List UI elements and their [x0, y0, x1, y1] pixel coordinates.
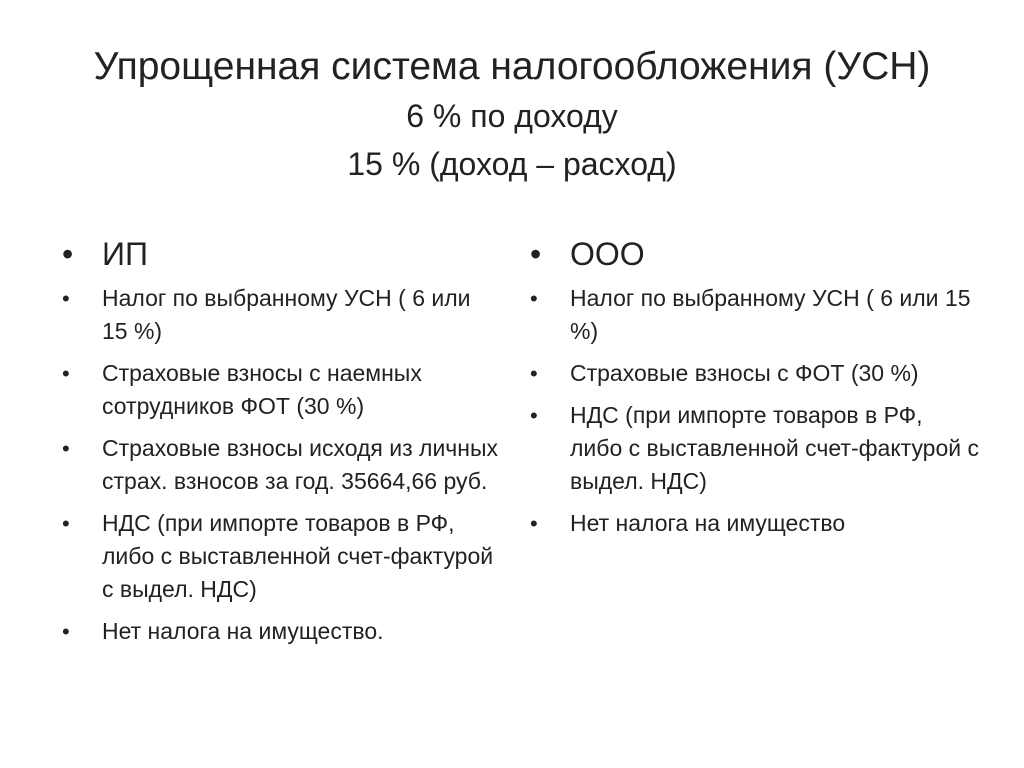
list-item	[530, 282, 980, 348]
list-item-text: Нет налога на имущество	[570, 510, 846, 536]
list-item	[62, 432, 502, 498]
title-main: Упрощенная система налогообложения (УСН)	[93, 45, 931, 88]
list-item	[530, 357, 980, 390]
list-item-text: НДС (при импорте товаров в РФ, либо с выставленной счет-фактурой с выдел. НДС)	[102, 510, 494, 602]
list-item	[62, 615, 502, 648]
bullet-icon: •	[62, 361, 70, 386]
list-item-text: Страховые взносы с наемных сотрудников ФОТ (30 %)	[102, 360, 422, 419]
column-heading-ip	[62, 232, 502, 276]
list-item	[530, 399, 980, 498]
list-item-text: Налог по выбранному УСН ( 6 или 15 %)	[570, 285, 971, 344]
bullet-icon: •	[530, 403, 538, 428]
list-item-text: Нет налога на имущество.	[102, 618, 384, 644]
bullet-icon: •	[62, 436, 70, 461]
heading-text: ООО	[570, 236, 645, 272]
list-item	[62, 357, 502, 423]
heading-text: ИП	[102, 236, 148, 272]
slide-title	[40, 42, 984, 188]
list-item	[62, 282, 502, 348]
list-item-text: Налог по выбранному УСН ( 6 или 15 %)	[102, 285, 471, 344]
column-heading-ooo	[530, 232, 980, 276]
bullet-icon: •	[530, 511, 538, 536]
ooo-list	[530, 282, 980, 540]
bullet-icon: •	[62, 236, 74, 272]
bullet-icon: •	[530, 236, 542, 272]
bullet-icon: •	[62, 619, 70, 644]
column-ip	[62, 232, 502, 657]
list-item	[530, 507, 980, 540]
list-item-text: Страховые взносы исходя из личных страх. взносов за год. 35664,66 руб.	[102, 435, 499, 494]
title-line-2: 6 % по доходу	[406, 98, 618, 134]
list-item-text: Страховые взносы с ФОТ (30 %)	[570, 360, 919, 386]
list-item-text: НДС (при импорте товаров в РФ, либо с выставленной счет-фактурой с выдел. НДС)	[570, 402, 980, 494]
bullet-icon: •	[62, 511, 70, 536]
column-ooo	[530, 232, 980, 549]
bullet-icon: •	[530, 361, 538, 386]
title-line-3: 15 % (доход – расход)	[347, 146, 677, 182]
list-item	[62, 507, 502, 606]
bullet-icon: •	[530, 286, 538, 311]
ip-list	[62, 282, 502, 648]
bullet-icon: •	[62, 286, 70, 311]
